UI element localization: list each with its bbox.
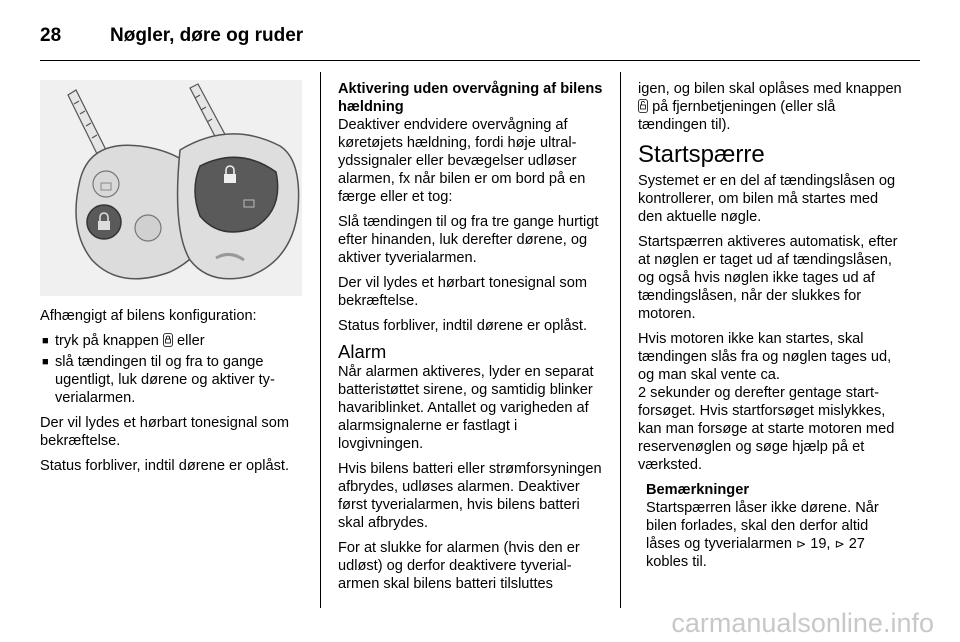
bullet-list — [40, 332, 302, 407]
paragraph-text: på fjernbetjeningen (eller slå tændingen til). — [638, 99, 836, 133]
header-rule — [40, 60, 920, 61]
lock-button-icon — [163, 333, 173, 347]
alarm-heading: Alarm — [338, 341, 387, 362]
note-text-part: kobles til. — [646, 554, 707, 570]
paragraph: Status forbliver, indtil dørene er oplåst. — [338, 318, 588, 334]
page-ref-arrow-icon: ⊳ — [834, 537, 845, 551]
note-box — [638, 481, 906, 571]
page-number: 28 — [40, 25, 62, 46]
column-divider-2 — [620, 72, 621, 608]
page-ref-arrow-icon: ⊳ — [796, 537, 807, 551]
page-header — [40, 20, 303, 52]
section-heading: Aktivering uden overvågning af bilens hældning — [338, 81, 603, 115]
intro-text: Afhængigt af bilens konfiguration: — [40, 308, 257, 324]
page-title: Nøgler, døre og ruder — [110, 25, 304, 46]
startspaerre-heading: Startspærre — [638, 141, 765, 168]
note-text-part: Startspærren låser ikke dørene. Når bilen forlades, skal den derfor altid låses og tyverialarmen — [646, 500, 879, 552]
paragraph — [638, 330, 906, 474]
paragraph: Når alarmen aktiveres, lyder en separat batteristøttet sirene, og samtidig blinker havariblinket. Antallet og varigheden af alarmsignalerne er fastlagt i lovgivningen. — [338, 364, 594, 452]
remote-keys-icon — [40, 80, 302, 296]
note-text — [646, 499, 906, 571]
column-2 — [338, 80, 606, 600]
paragraph: Hvis bilens batteri eller strømforsyningen afbrydes, udløses alarmen. Deaktiver først tyverialarmen, hvis bilens batteri skal afbrydes. — [338, 461, 602, 531]
bullet-text: tryk på knappen — [55, 333, 159, 349]
list-item: ■ slå tændingen til og fra to gange ugentligt, luk dørene og aktiver tyverialarmen. — [40, 353, 302, 407]
paragraph: Der vil lydes et hørbart tonesignal som bekræftelse. — [40, 415, 290, 449]
paragraph: Deaktiver endvidere overvågning af køretøjets hældning, fordi høje ultralydssignaler eller bevægelser udløser alarmen, fx når bilen er om bord på en færge eller et tog: — [338, 117, 586, 205]
list-item — [40, 332, 302, 350]
paragraph-text: Hvis motoren ikke kan startes, skal tændingen slås fra og nøglen tages ud, og man skal vente ca. — [638, 331, 892, 383]
page-ref-link[interactable]: 19, — [810, 536, 831, 552]
paragraph: Status forbliver, indtil dørene er oplåst. — [40, 458, 290, 474]
column-3 — [638, 80, 906, 578]
note-heading: Bemærkninger — [646, 482, 749, 498]
page-ref-link[interactable]: 27 — [848, 536, 865, 552]
paragraph: Slå tændingen til og fra tre gange hurtigt efter hinanden, luk derefter dørene, og aktiver tyverialarmen. — [338, 214, 599, 266]
paragraph: Der vil lydes et hørbart tonesignal som bekræftelse. — [338, 275, 588, 309]
paragraph-text: igen, og bilen skal oplåses med knappen — [638, 81, 902, 97]
key-fob-illustration — [40, 80, 302, 296]
paragraph — [638, 80, 906, 134]
paragraph: Systemet er en del af tændingslåsen og kontrollerer, om bilen må startes med den aktuelle nøgle. — [638, 173, 896, 225]
column-1 — [40, 80, 302, 482]
unlock-button-icon — [638, 99, 648, 113]
paragraph: For at slukke for alarmen (hvis den er udløst) og derfor deaktivere tyverialarmen skal bilens batteri tilsluttes — [338, 540, 580, 592]
column-divider-1 — [320, 72, 321, 608]
watermark: carmanualsonline.info — [671, 608, 934, 638]
paragraph: Startspærren aktiveres automatisk, efter at nøglen er taget ud af tændingslåsen, og også hvis nøglen ikke tages ud af tændingslåsen, når der slukkes for motoren. — [638, 234, 898, 322]
bullet-text: eller — [176, 333, 205, 349]
paragraph-text: 2 sekunder og derefter gentage startforsøget. Hvis startforsøget mislykkes, kan man forsøge at starte motoren med reservenøglen og søge hjælp på et værksted. — [638, 385, 895, 473]
